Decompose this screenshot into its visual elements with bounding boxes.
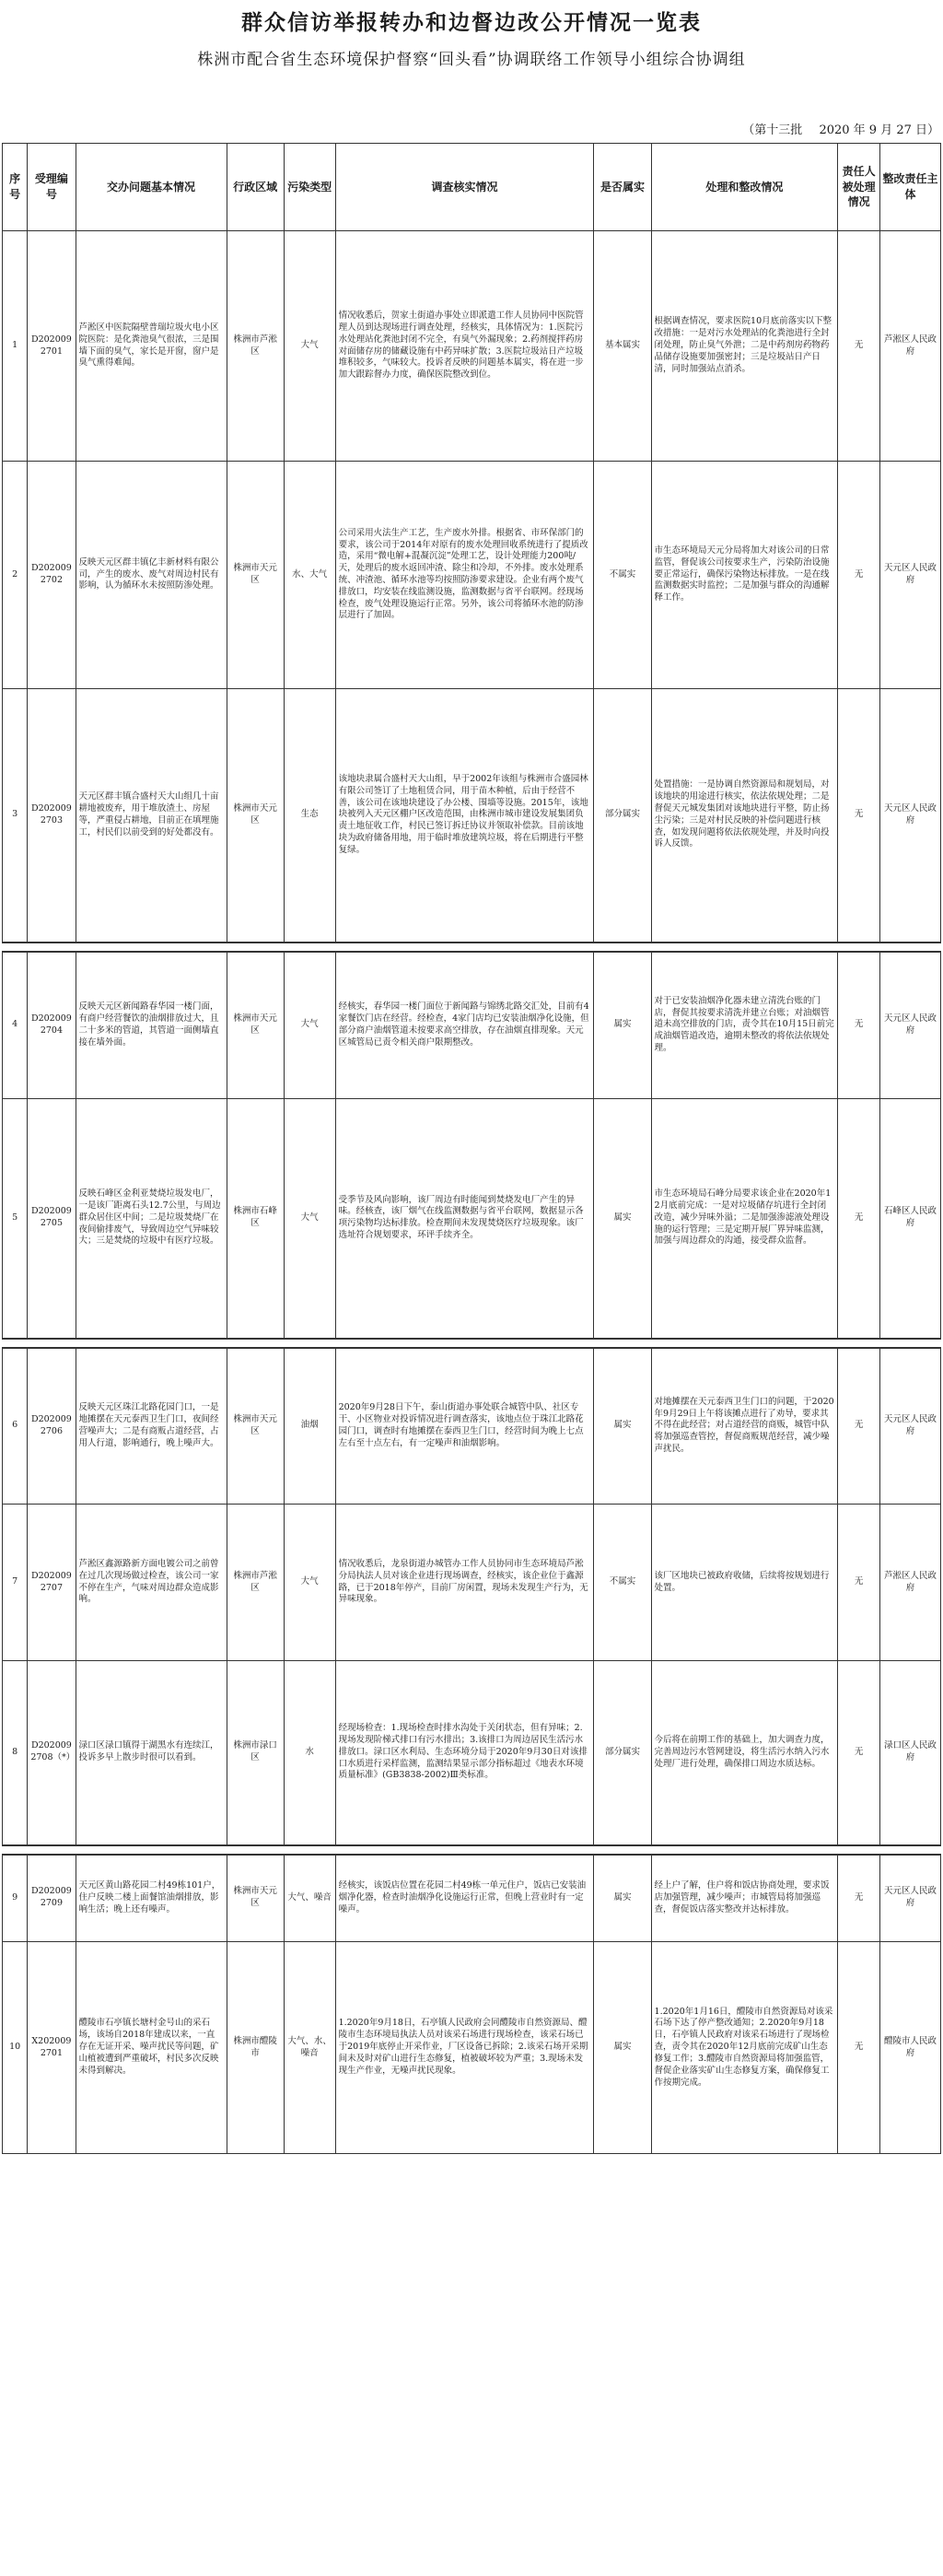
page-break-row <box>3 943 941 952</box>
cell-issue: 芦淞区中医院隔壁普瑞垃圾火电小区院医院：是化粪池臭气很浓，三是围墙下面的臭气，家长是开窗，窗户是臭气熏得难闻。 <box>76 231 227 462</box>
date-label: 2020 年 9 月 27 日） <box>819 123 939 137</box>
cell-investigation: 2020年9月28日下午，泰山街道办事处联合城管中队、社区专干、小区物业对投诉情况进行调查落实，该地点位于珠江北路花园门口，调查时有地摊摆在泰西卫生门口，经营时间为晚上七点左右至十点左右，有一定噪声和油烟影响。 <box>335 1348 594 1505</box>
cell-seq: 7 <box>3 1505 28 1661</box>
cell-responsible: 石峰区人民政府 <box>880 1099 941 1339</box>
cell-accountability: 无 <box>838 231 880 462</box>
cell-accountability: 无 <box>838 462 880 689</box>
cell-id: D2020092707 <box>28 1505 76 1661</box>
header-accountability: 责任人被处理情况 <box>838 144 880 231</box>
cell-verified: 属实 <box>594 1099 651 1339</box>
cell-verified: 属实 <box>594 1855 651 1942</box>
cell-type: 大气 <box>284 952 335 1099</box>
cell-handling: 对地摊摆在天元泰西卫生门口的问题，于2020年9月29日上午将该摊点进行了劝导，要求其不得在此经营；对占道经营的商贩，城管中队将加强巡查管控，督促商贩规范经营，减少噪声扰民。 <box>651 1348 838 1505</box>
cell-type: 大气、水、噪音 <box>284 1942 335 2154</box>
header-responsible: 整改责任主体 <box>880 144 941 231</box>
cell-handling: 根据调查情况，要求医院10月底前落实以下整改措施：一是对污水处理站的化粪池进行全封闭处理，防止臭气外泄；二是中药剂房药物药品储存设施要加强密封；三是垃圾站日产日清，同时加强站点消杀。 <box>651 231 838 462</box>
complaints-table <box>2 143 941 2154</box>
cell-verified: 不属实 <box>594 1505 651 1661</box>
cell-issue: 醴陵市石亭镇长塘村金号山的采石场，该场自2018年建成以来，一直存在无证开采、噪声扰民等问题，矿山植被遭到严重破坏，村民多次反映未得到解决。 <box>76 1942 227 2154</box>
cell-area: 株洲市石峰区 <box>227 1099 284 1339</box>
table-container <box>2 143 941 2154</box>
cell-handling: 处置措施：一是协调自然资源局和规划局，对该地块的用途进行核实，依法依规处理；二是督促天元城发集团对该地块进行平整，防止扬尘污染；三是对村民反映的补偿问题进行核查，如发现问题将依法依规处理，并及时向投诉人反馈。 <box>651 689 838 943</box>
cell-accountability: 无 <box>838 1505 880 1661</box>
cell-area: 株洲市天元区 <box>227 689 284 943</box>
cell-issue: 反映石峰区金利亚焚烧垃圾发电厂，一是该厂距离石头12.7公里，与周边群众居住区中间；二是垃圾焚烧厂在夜间偷排废气，导致周边空气异味较大；三是焚烧的垃圾中有医疗垃圾。 <box>76 1099 227 1339</box>
cell-investigation: 1.2020年9月18日，石亭镇人民政府会同醴陵市自然资源局、醴陵市生态环境局执法人员对该采石场进行现场检查，该采石场已于2019年底停止开采作业，厂区设备已拆除；2.该采石场开采期间未及时对矿山进行生态修复，植被破坏较为严重；3.现场未发现生产作业，无噪声扰民现象。 <box>335 1942 594 2154</box>
table-row <box>3 689 941 943</box>
cell-investigation: 经核实，春华园一楼门面位于新闻路与锦绣北路交汇处，目前有4家餐饮门店在经营。经检查，4家门店均已安装油烟净化设施，但部分商户油烟管道未按要求高空排放，存在油烟直排现象。天元区城管局已责令相关商户限期整改。 <box>335 952 594 1099</box>
cell-issue: 天元区群丰镇合盛村天大山组几十亩耕地被废弃，用于堆放渣土、房屋等，严重侵占耕地，目前正在填埋施工，村民们以前受到的好处都没有。 <box>76 689 227 943</box>
cell-verified: 属实 <box>594 1942 651 2154</box>
cell-type: 油烟 <box>284 1348 335 1505</box>
cell-seq: 1 <box>3 231 28 462</box>
cell-handling: 1.2020年1月16日，醴陵市自然资源局对该采石场下达了停产整改通知；2.2020年9月18日，石亭镇人民政府对该采石场进行了现场检查，责令其在2020年12月底前完成矿山生态修复工作；3.醴陵市自然资源局将加强监管，督促企业落实矿山生态修复方案，确保修复工作按期完成。 <box>651 1942 838 2154</box>
batch-date-line <box>0 120 939 137</box>
cell-type: 生态 <box>284 689 335 943</box>
cell-seq: 5 <box>3 1099 28 1339</box>
cell-accountability: 无 <box>838 1942 880 2154</box>
header-verified: 是否属实 <box>594 144 651 231</box>
table-row <box>3 952 941 1099</box>
table-body <box>3 231 941 2154</box>
cell-issue: 渌口区渌口镇得于湖黑水有连续江，投诉多早上散步时很可以看到。 <box>76 1661 227 1845</box>
cell-seq: 10 <box>3 1942 28 2154</box>
cell-verified: 基本属实 <box>594 231 651 462</box>
batch-label: （第十三批 <box>742 123 803 137</box>
cell-area: 株洲市天元区 <box>227 1855 284 1942</box>
header-row <box>3 144 941 231</box>
cell-responsible: 天元区人民政府 <box>880 689 941 943</box>
cell-verified: 部分属实 <box>594 1661 651 1845</box>
cell-id: X2020092701 <box>28 1942 76 2154</box>
cell-responsible: 天元区人民政府 <box>880 1348 941 1505</box>
cell-responsible: 芦淞区人民政府 <box>880 231 941 462</box>
cell-seq: 3 <box>3 689 28 943</box>
table-row <box>3 462 941 689</box>
cell-verified: 属实 <box>594 1348 651 1505</box>
cell-issue: 天元区黄山路花园二村49栋101户，住户反映二楼上面餐馆油烟排放，影响生活；晚上还有噪声。 <box>76 1855 227 1942</box>
cell-handling: 经上户了解，住户将和饭店协商处理，要求饭店加强管理，减少噪声；市城管局将加强巡查，督促饭店落实整改并达标排放。 <box>651 1855 838 1942</box>
cell-issue: 反映天元区群丰镇亿丰新材料有限公司，产生的废水、废气对周边村民有影响，认为循环水未按照防渗处理。 <box>76 462 227 689</box>
cell-investigation: 经现场检查：1.现场检查时排水沟处于关闭状态，但有异味；2.现场发现阶梯式排口有污水排出；3.该排口为周边居民生活污水排放口。渌口区水利局、生态环境分局于2020年9月30日对该排口水质进行采样监测，监测结果显示部分指标超过《地表水环境质量标准》(GB3838-2002)Ⅲ类标准。 <box>335 1661 594 1845</box>
cell-issue: 反映天元区珠江北路花园门口，一是地摊摆在天元泰西卫生门口，夜间经营噪声大；二是有商贩占道经营，占用人行道，影响通行，晚上噪声大。 <box>76 1348 227 1505</box>
table-row <box>3 231 941 462</box>
cell-seq: 6 <box>3 1348 28 1505</box>
cell-issue: 芦淞区鑫源路新方面电镀公司之前曾在过几次现场做过检查，该公司一家不停在生产，气味对周边群众造成影响。 <box>76 1505 227 1661</box>
cell-investigation: 情况收悉后，贺家土街道办事处立即派遣工作人员协同中医院管理人员到达现场进行调查处理，经核实，具体情况为：1.医院污水处理站化粪池封闭不完全，有臭气外漏现象；2.药剂搅拌药房对面储存房的储藏设施有中药异味扩散；3.医院垃圾站日产垃圾堆积较多，气味较大。投诉者反映的问题基本属实，将在进一步加大跟踪督办力度，确保医院整改到位。 <box>335 231 594 462</box>
header-investigation: 调查核实情况 <box>335 144 594 231</box>
cell-type: 水 <box>284 1661 335 1845</box>
cell-type: 大气、噪音 <box>284 1855 335 1942</box>
table-row <box>3 1505 941 1661</box>
cell-area: 株洲市天元区 <box>227 1348 284 1505</box>
cell-handling: 今后将在前期工作的基础上，加大调查力度，完善周边污水管网建设，将生活污水纳入污水处理厂进行处理，确保排口周边水质达标。 <box>651 1661 838 1845</box>
cell-investigation: 情况收悉后，龙泉街道办城管办工作人员协同市生态环境局芦淞分局执法人员对该企业进行现场调查，经核实，该企业位于鑫源路，已于2018年停产，目前厂房闲置，现场未发现生产行为，无异味现象。 <box>335 1505 594 1661</box>
document-subtitle: 株洲市配合省生态环境保护督察“回头看”协调联络工作领导小组综合协调组 <box>197 51 746 69</box>
cell-area: 株洲市芦淞区 <box>227 1505 284 1661</box>
cell-seq: 9 <box>3 1855 28 1942</box>
cell-handling: 市生态环境局石峰分局要求该企业在2020年12月底前完成：一是对垃圾储存坑进行全封闭改造，减少异味外溢；二是加强渗滤液处理设施的运行管理；三是定期开展厂界异味监测，加强与周边群众的沟通，接受群众监督。 <box>651 1099 838 1339</box>
cell-id: D2020092702 <box>28 462 76 689</box>
cell-area: 株洲市渌口区 <box>227 1661 284 1845</box>
cell-accountability: 无 <box>838 1099 880 1339</box>
cell-accountability: 无 <box>838 1855 880 1942</box>
header-type: 污染类型 <box>284 144 335 231</box>
cell-responsible: 渌口区人民政府 <box>880 1661 941 1845</box>
cell-seq: 8 <box>3 1661 28 1845</box>
cell-responsible: 天元区人民政府 <box>880 1855 941 1942</box>
cell-accountability: 无 <box>838 1661 880 1845</box>
table-row <box>3 1855 941 1942</box>
cell-id: D2020092703 <box>28 689 76 943</box>
cell-issue: 反映天元区新闻路春华园一楼门面，有商户经营餐饮的油烟排放过大，且二十多米的管道，其管道一面侧墙直接在墙外面。 <box>76 952 227 1099</box>
cell-responsible: 天元区人民政府 <box>880 462 941 689</box>
cell-type: 大气 <box>284 231 335 462</box>
cell-id: D2020092701 <box>28 231 76 462</box>
header-area: 行政区域 <box>227 144 284 231</box>
document-title: 群众信访举报转办和边督边改公开情况一览表 <box>241 10 702 35</box>
cell-responsible: 天元区人民政府 <box>880 952 941 1099</box>
cell-investigation: 经核实，该饭店位置在花园二村49栋一单元住户，饭店已安装油烟净化器，检查时油烟净化设施运行正常，但晚上营业时有一定噪声。 <box>335 1855 594 1942</box>
cell-responsible: 芦淞区人民政府 <box>880 1505 941 1661</box>
cell-id: D2020092706 <box>28 1348 76 1505</box>
cell-investigation: 受季节及风向影响，该厂周边有时能闻到焚烧发电厂产生的异味。经核查，该厂烟气在线监测数据与省平台联网，数据显示各项污染物均达标排放。检查期间未发现焚烧医疗垃圾现象。该厂选址符合规划要求，环评手续齐全。 <box>335 1099 594 1339</box>
table-row <box>3 1348 941 1505</box>
cell-id: D2020092705 <box>28 1099 76 1339</box>
cell-investigation: 公司采用火法生产工艺，生产废水外排。根据省、市环保部门的要求，该公司于2014年对原有的废水处理回收系统进行了提质改造，采用“微电解+混凝沉淀”处理工艺，设计处理能力200吨/天，处理后的废水返回冲渣、除尘和冷却，不外排。废水处理系统、冲渣池、循环水池等均按照防渗要求建设。企业有两个废气排放口，均安装在线监测设施，监测数据与省平台联网。经现场检查，废气处理设施运行正常。另外，该公司将循环水池的防渗层进行了加固。 <box>335 462 594 689</box>
cell-area: 株洲市醴陵市 <box>227 1942 284 2154</box>
cell-id: D2020092708（*） <box>28 1661 76 1845</box>
cell-area: 株洲市芦淞区 <box>227 231 284 462</box>
cell-area: 株洲市天元区 <box>227 952 284 1099</box>
cell-type: 大气 <box>284 1505 335 1661</box>
cell-handling: 该厂区地块已被政府收储，后续将按规划进行处置。 <box>651 1505 838 1661</box>
cell-seq: 2 <box>3 462 28 689</box>
page-break-row <box>3 1845 941 1855</box>
table-row <box>3 1661 941 1845</box>
cell-handling: 市生态环境局天元分局将加大对该公司的日常监管，督促该公司按要求生产，污染防治设施要正常运行，确保污染物达标排放。一是在线监测数据实时监控；二是加强与群众的沟通解释工作。 <box>651 462 838 689</box>
table-row <box>3 1099 941 1339</box>
cell-area: 株洲市天元区 <box>227 462 284 689</box>
cell-seq: 4 <box>3 952 28 1099</box>
cell-type: 水、大气 <box>284 462 335 689</box>
cell-verified: 属实 <box>594 952 651 1099</box>
header-handling: 处理和整改情况 <box>651 144 838 231</box>
header-issue: 交办问题基本情况 <box>76 144 227 231</box>
header-seq: 序号 <box>3 144 28 231</box>
cell-accountability: 无 <box>838 689 880 943</box>
cell-accountability: 无 <box>838 952 880 1099</box>
cell-type: 大气 <box>284 1099 335 1339</box>
cell-accountability: 无 <box>838 1348 880 1505</box>
cell-id: D2020092709 <box>28 1855 76 1942</box>
header-id: 受理编号 <box>28 144 76 231</box>
cell-verified: 不属实 <box>594 462 651 689</box>
cell-investigation: 该地块隶属合盛村天大山组，早于2002年该组与株洲市合盛园林有限公司签订了土地租赁合同，用于苗木种植，后由于经营不善，该公司在该地块建设了办公楼、围墙等设施。2015年，该地块被列入天元区棚户区改造范围，由株洲市城市建设发展集团负责土地征收工作，村民已签订拆迁协议并领取补偿款。目前该地块为政府储备用地，用于临时堆放建筑垃圾，将在后期进行平整复绿。 <box>335 689 594 943</box>
cell-handling: 对于已安装油烟净化器未建立清洗台账的门店，督促其按要求清洗并建立台账；对油烟管道未高空排放的门店，责令其在10月15日前完成油烟管道改造，逾期未整改的将依法依规处理。 <box>651 952 838 1099</box>
cell-verified: 部分属实 <box>594 689 651 943</box>
cell-id: D2020092704 <box>28 952 76 1099</box>
table-row <box>3 1942 941 2154</box>
page-break-row <box>3 1339 941 1348</box>
cell-responsible: 醴陵市人民政府 <box>880 1942 941 2154</box>
